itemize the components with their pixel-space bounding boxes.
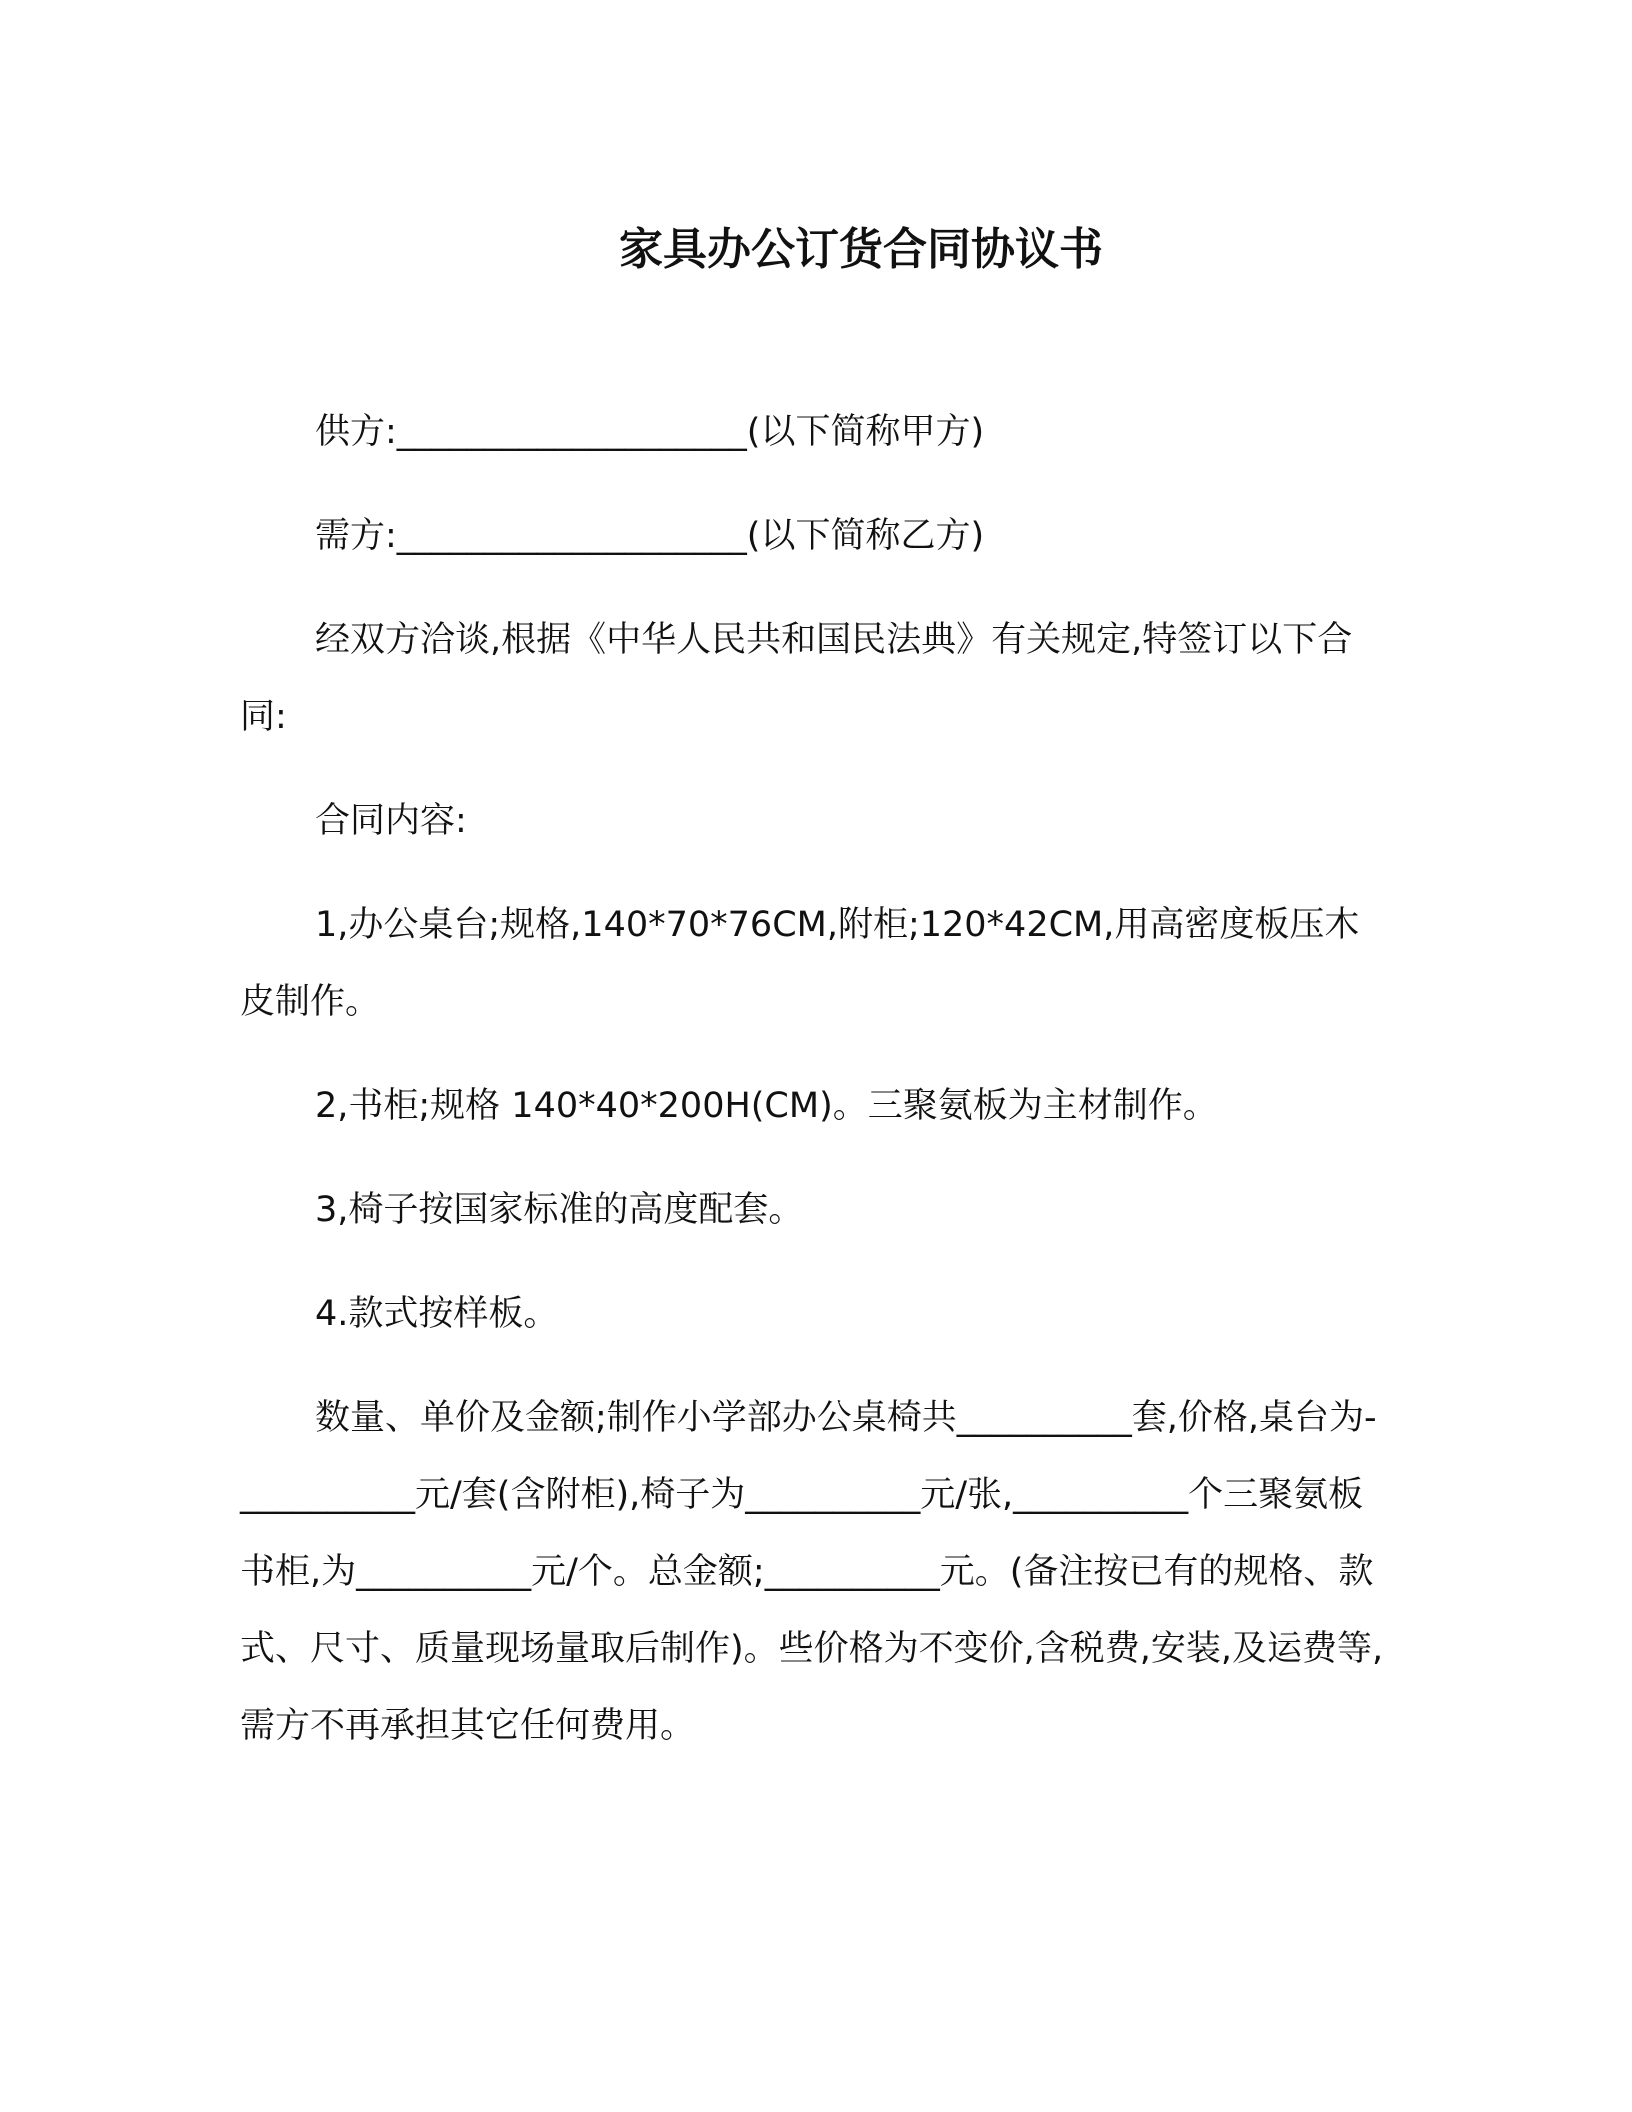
item-4-style: 4.款式按样板。 xyxy=(315,1294,559,1334)
item-2-bookcase: 2,书柜;规格 140*40*200H(CM)。三聚氨板为主材制作。 xyxy=(315,1086,1218,1126)
contract-content-heading: 合同内容: xyxy=(315,801,467,841)
quantity-price-paragraph: 数量、单价及金额;制作小学部办公桌椅共__________套,价格,桌台为-__________元/套(含附柜),椅子为__________元/张,__________个三聚氨板书柜,为__________元/个。总金额;__________元。(备注按已有的规格、款式、尺寸、质量现场量取后制作)。些价格为不变价,含税费,安装,及运费等,需方不再承担其它任何费用。 xyxy=(240,1398,1384,1746)
document-body xyxy=(240,394,1390,1792)
preamble-paragraph: 经双方洽谈,根据《中华人民共和国民法典》有关规定,特签订以下合同: xyxy=(240,620,1353,737)
supplier-line: 供方:____________________(以下简称甲方) xyxy=(315,412,985,452)
buyer-line: 需方:____________________(以下简称乙方) xyxy=(315,516,985,556)
item-1-desk: 1,办公桌台;规格,140*70*76CM,附柜;120*42CM,用高密度板压木皮制作。 xyxy=(240,905,1360,1022)
item-3-chair: 3,椅子按国家标准的高度配套。 xyxy=(315,1190,804,1230)
document-title: 家具办公订货合同协议书 xyxy=(619,224,1103,275)
